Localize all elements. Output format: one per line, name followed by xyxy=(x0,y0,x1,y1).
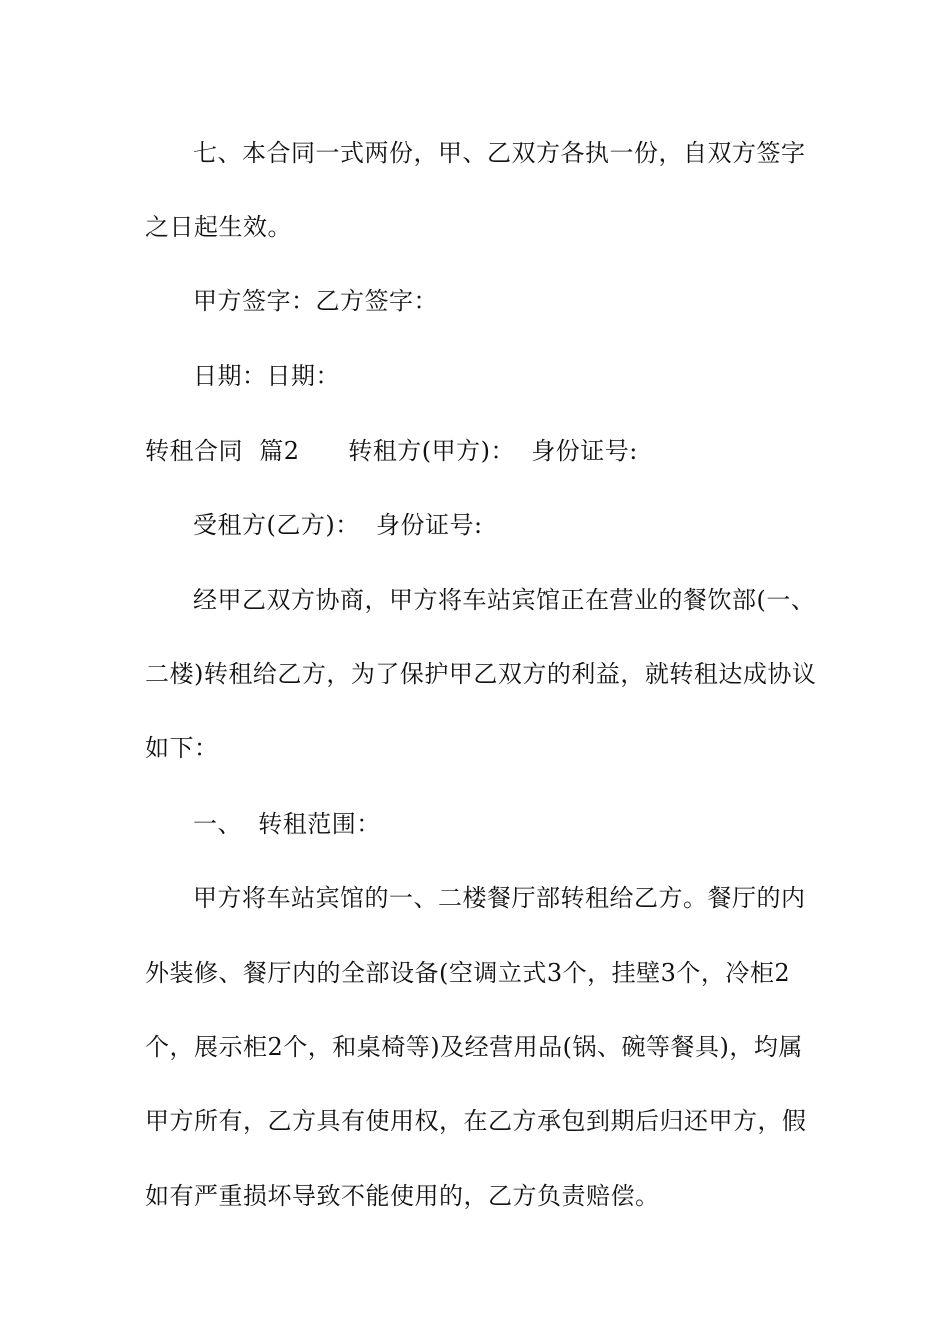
paragraph-line: 如有严重损坏导致不能使用的，乙方负责赔偿。 xyxy=(145,1182,660,1210)
paragraph-line: 之日起生效。 xyxy=(145,213,292,241)
paragraph-line: 二楼)转租给乙方，为了保护甲乙双方的利益，就转租达成协议 xyxy=(145,660,817,688)
paragraph-line: 个，展示柜2个，和桌椅等)及经营用品(锅、碗等餐具)，均属 xyxy=(145,1033,803,1061)
paragraph-line: 外装修、餐厅内的全部设备(空调立式3个，挂壁3个，冷柜2 xyxy=(145,959,791,987)
paragraph-line: 甲方所有，乙方具有使用权，在乙方承包到期后归还甲方，假 xyxy=(145,1107,807,1135)
paragraph-line: 如下： xyxy=(145,734,219,762)
paragraph-line: 七、本合同一式两份，甲、乙双方各执一份，自双方签字 xyxy=(193,139,806,167)
paragraph-line: 甲方将车站宾馆的一、二楼餐厅部转租给乙方。餐厅的内 xyxy=(193,884,806,912)
paragraph-line: 经甲乙双方协商，甲方将车站宾馆正在营业的餐饮部(一、 xyxy=(193,586,816,614)
section-heading: 一、 转租范围： xyxy=(193,810,381,838)
signature-line: 甲方签字：乙方签字： xyxy=(193,287,438,315)
paragraph-line: 受租方(乙方)： 身份证号: xyxy=(193,511,483,539)
date-line: 日期：日期： xyxy=(193,362,340,390)
contract-heading-line: 转租合同 篇2 转租方(甲方)： 身份证号: xyxy=(145,437,638,465)
